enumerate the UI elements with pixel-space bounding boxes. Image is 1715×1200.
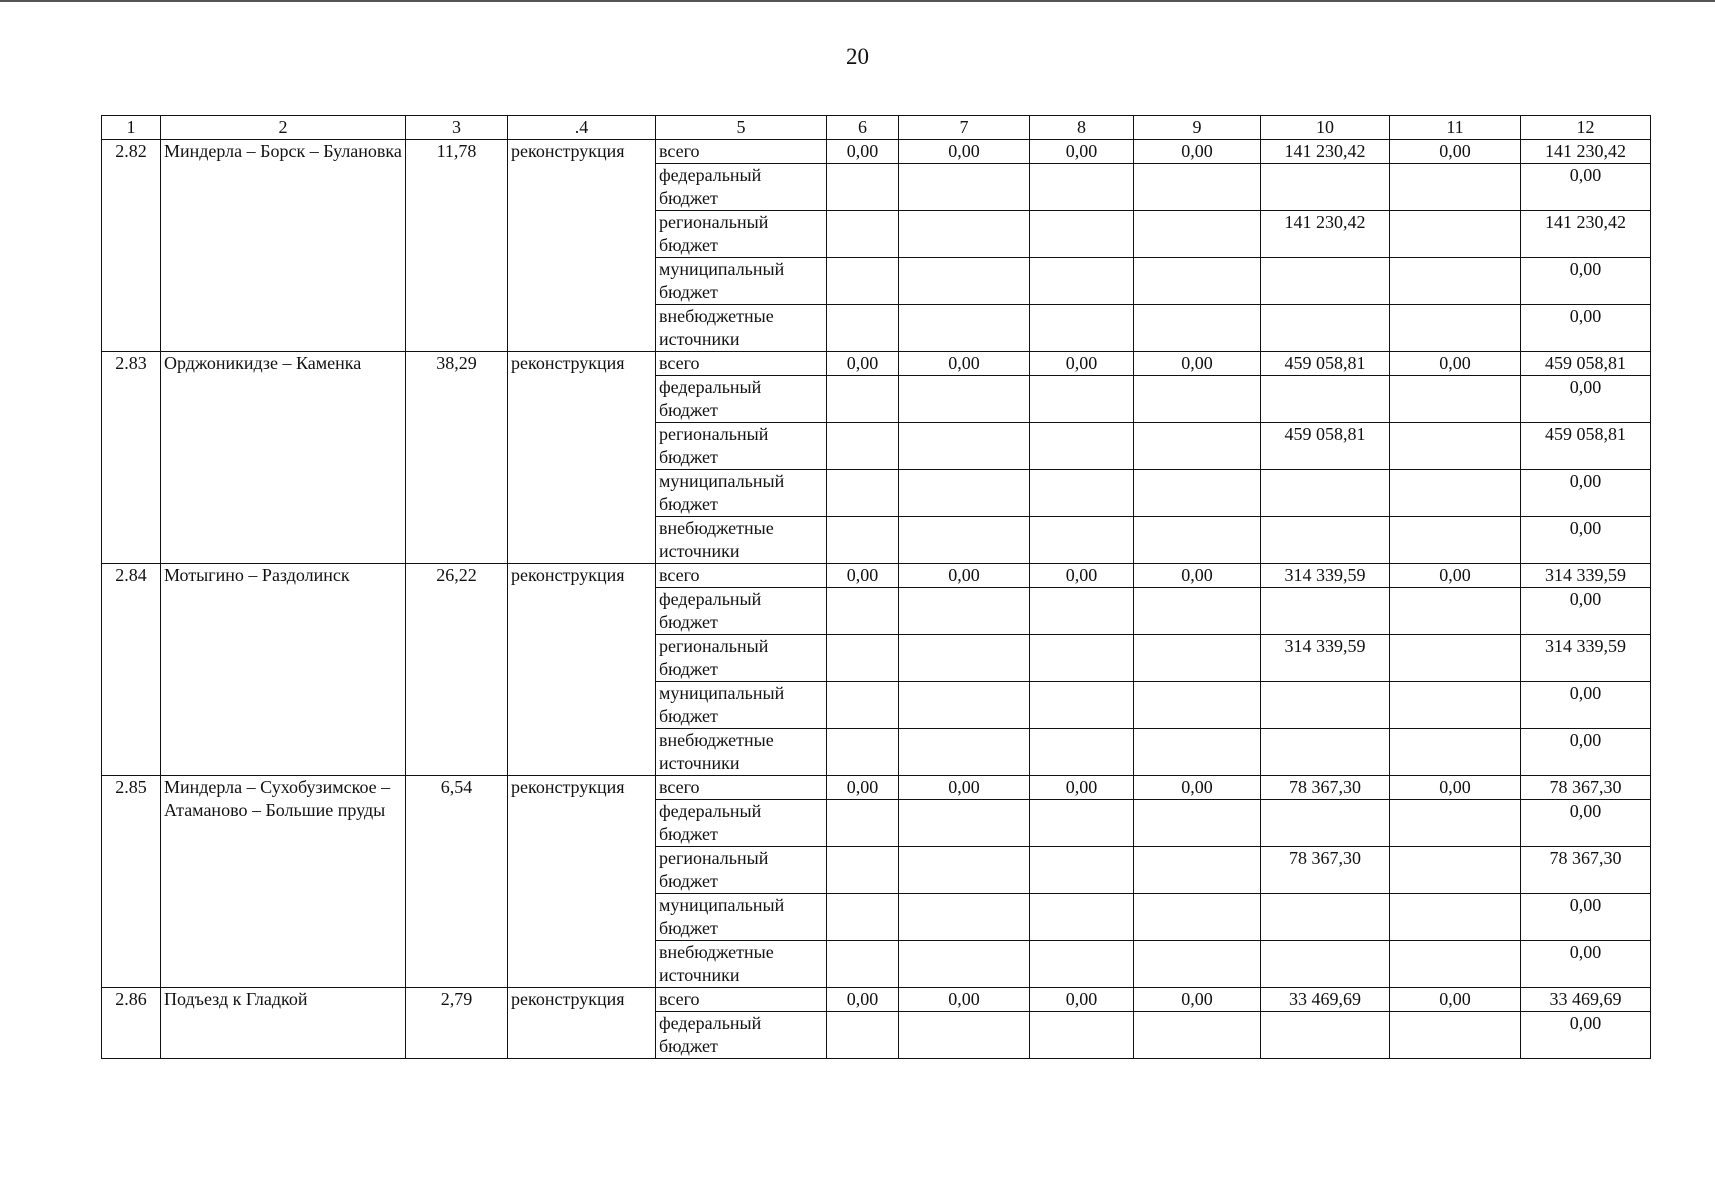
road-name: Миндерла – Борск – Булановка: [161, 140, 406, 352]
amount-c11: [1390, 164, 1521, 211]
funding-source: федеральный бюджет: [656, 376, 827, 423]
amount-c12: 0,00: [1521, 800, 1651, 847]
amount-c11: [1390, 376, 1521, 423]
funding-source: всего: [656, 564, 827, 588]
amount-c7: [899, 682, 1030, 729]
amount-c12: 459 058,81: [1521, 352, 1651, 376]
table-row: [102, 776, 1651, 800]
amount-c12: 0,00: [1521, 894, 1651, 941]
amount-c11: 0,00: [1390, 988, 1521, 1012]
amount-c9: [1134, 588, 1261, 635]
amount-c8: [1030, 682, 1134, 729]
funding-source: внебюджетные источники: [656, 305, 827, 352]
item-number: 2.86: [102, 988, 161, 1059]
amount-c10: 314 339,59: [1261, 635, 1390, 682]
amount-c12: 141 230,42: [1521, 211, 1651, 258]
amount-c8: [1030, 588, 1134, 635]
amount-c7: [899, 258, 1030, 305]
amount-c7: [899, 729, 1030, 776]
amount-c6: 0,00: [827, 988, 899, 1012]
amount-c9: [1134, 376, 1261, 423]
amount-c12: 78 367,30: [1521, 847, 1651, 894]
amount-c9: [1134, 517, 1261, 564]
header-col-7: 7: [899, 116, 1030, 140]
amount-c10: 459 058,81: [1261, 352, 1390, 376]
amount-c12: 0,00: [1521, 258, 1651, 305]
header-col-2: 2: [161, 116, 406, 140]
amount-c9: [1134, 423, 1261, 470]
amount-c12: 33 469,69: [1521, 988, 1651, 1012]
amount-c11: [1390, 211, 1521, 258]
funding-source: региональный бюджет: [656, 847, 827, 894]
amount-c6: [827, 894, 899, 941]
amount-c11: [1390, 847, 1521, 894]
amount-c9: 0,00: [1134, 564, 1261, 588]
amount-c10: [1261, 258, 1390, 305]
amount-c8: 0,00: [1030, 988, 1134, 1012]
amount-c9: [1134, 470, 1261, 517]
amount-c9: [1134, 800, 1261, 847]
amount-c8: [1030, 517, 1134, 564]
funding-source: региональный бюджет: [656, 423, 827, 470]
amount-c9: [1134, 164, 1261, 211]
amount-c7: [899, 800, 1030, 847]
scan-top-edge: [0, 0, 1715, 2]
amount-c6: [827, 258, 899, 305]
header-col-6: 6: [827, 116, 899, 140]
amount-c10: [1261, 517, 1390, 564]
amount-c12: 78 367,30: [1521, 776, 1651, 800]
amount-c9: [1134, 305, 1261, 352]
amount-c7: 0,00: [899, 988, 1030, 1012]
funding-source: региональный бюджет: [656, 635, 827, 682]
amount-c9: [1134, 729, 1261, 776]
amount-c10: [1261, 470, 1390, 517]
funding-source: внебюджетные источники: [656, 729, 827, 776]
amount-c8: [1030, 423, 1134, 470]
amount-c12: 0,00: [1521, 470, 1651, 517]
amount-c7: [899, 517, 1030, 564]
amount-c7: [899, 1012, 1030, 1059]
amount-c11: [1390, 423, 1521, 470]
amount-c6: [827, 941, 899, 988]
road-length: 11,78: [406, 140, 508, 352]
amount-c11: 0,00: [1390, 564, 1521, 588]
amount-c10: [1261, 729, 1390, 776]
amount-c6: [827, 376, 899, 423]
amount-c9: [1134, 258, 1261, 305]
amount-c9: [1134, 1012, 1261, 1059]
amount-c8: [1030, 1012, 1134, 1059]
amount-c10: [1261, 894, 1390, 941]
amount-c9: 0,00: [1134, 776, 1261, 800]
table-row: [102, 140, 1651, 164]
amount-c6: 0,00: [827, 776, 899, 800]
amount-c12: 0,00: [1521, 376, 1651, 423]
amount-c11: [1390, 800, 1521, 847]
amount-c12: 0,00: [1521, 729, 1651, 776]
header-col-5: 5: [656, 116, 827, 140]
road-name: Миндерла – Сухобузимское – Атаманово – Большие пруды: [161, 776, 406, 988]
amount-c6: [827, 847, 899, 894]
amount-c11: [1390, 588, 1521, 635]
amount-c8: [1030, 847, 1134, 894]
work-type: реконструкция: [508, 988, 656, 1059]
amount-c12: 0,00: [1521, 305, 1651, 352]
funding-source: всего: [656, 352, 827, 376]
amount-c6: [827, 635, 899, 682]
amount-c12: 0,00: [1521, 682, 1651, 729]
amount-c8: [1030, 729, 1134, 776]
header-col-8: 8: [1030, 116, 1134, 140]
amount-c7: 0,00: [899, 352, 1030, 376]
funding-source: федеральный бюджет: [656, 800, 827, 847]
amount-c8: [1030, 635, 1134, 682]
amount-c6: [827, 800, 899, 847]
amount-c6: [827, 470, 899, 517]
work-type: реконструкция: [508, 564, 656, 776]
amount-c9: [1134, 894, 1261, 941]
amount-c9: 0,00: [1134, 140, 1261, 164]
header-col-12: 12: [1521, 116, 1651, 140]
amount-c12: 314 339,59: [1521, 564, 1651, 588]
funding-source: внебюджетные источники: [656, 517, 827, 564]
amount-c8: [1030, 376, 1134, 423]
funding-source: внебюджетные источники: [656, 941, 827, 988]
amount-c11: [1390, 635, 1521, 682]
amount-c7: 0,00: [899, 564, 1030, 588]
amount-c11: 0,00: [1390, 352, 1521, 376]
road-name: Орджоникидзе – Каменка: [161, 352, 406, 564]
amount-c11: [1390, 729, 1521, 776]
work-type: реконструкция: [508, 352, 656, 564]
amount-c10: [1261, 1012, 1390, 1059]
funding-source: всего: [656, 988, 827, 1012]
amount-c8: [1030, 211, 1134, 258]
funding-source: федеральный бюджет: [656, 588, 827, 635]
amount-c8: [1030, 470, 1134, 517]
amount-c9: [1134, 682, 1261, 729]
amount-c6: 0,00: [827, 352, 899, 376]
amount-c8: 0,00: [1030, 140, 1134, 164]
funding-source: федеральный бюджет: [656, 1012, 827, 1059]
amount-c10: 141 230,42: [1261, 211, 1390, 258]
amount-c8: [1030, 894, 1134, 941]
amount-c7: [899, 305, 1030, 352]
funding-source: региональный бюджет: [656, 211, 827, 258]
amount-c7: [899, 470, 1030, 517]
amount-c7: [899, 423, 1030, 470]
item-number: 2.84: [102, 564, 161, 776]
funding-source: муниципальный бюджет: [656, 682, 827, 729]
amount-c10: 314 339,59: [1261, 564, 1390, 588]
amount-c8: [1030, 305, 1134, 352]
amount-c12: 459 058,81: [1521, 423, 1651, 470]
amount-c6: [827, 211, 899, 258]
amount-c11: 0,00: [1390, 140, 1521, 164]
work-type: реконструкция: [508, 776, 656, 988]
amount-c8: [1030, 941, 1134, 988]
amount-c9: 0,00: [1134, 352, 1261, 376]
header-col-4: .4: [508, 116, 656, 140]
amount-c7: [899, 164, 1030, 211]
amount-c8: 0,00: [1030, 352, 1134, 376]
amount-c8: [1030, 258, 1134, 305]
amount-c6: 0,00: [827, 564, 899, 588]
header-col-3: 3: [406, 116, 508, 140]
funding-source: федеральный бюджет: [656, 164, 827, 211]
amount-c11: [1390, 517, 1521, 564]
amount-c9: [1134, 211, 1261, 258]
amount-c6: [827, 588, 899, 635]
amount-c11: [1390, 305, 1521, 352]
amount-c12: 0,00: [1521, 588, 1651, 635]
amount-c10: 459 058,81: [1261, 423, 1390, 470]
item-number: 2.82: [102, 140, 161, 352]
amount-c7: 0,00: [899, 140, 1030, 164]
amount-c6: 0,00: [827, 140, 899, 164]
amount-c9: [1134, 635, 1261, 682]
amount-c8: [1030, 800, 1134, 847]
page-number: 20: [846, 44, 869, 69]
road-name: Мотыгино – Раздолинск: [161, 564, 406, 776]
amount-c12: 0,00: [1521, 164, 1651, 211]
road-length: 26,22: [406, 564, 508, 776]
amount-c8: 0,00: [1030, 776, 1134, 800]
amount-c11: [1390, 258, 1521, 305]
amount-c12: 0,00: [1521, 941, 1651, 988]
amount-c11: [1390, 682, 1521, 729]
amount-c6: [827, 517, 899, 564]
amount-c10: 141 230,42: [1261, 140, 1390, 164]
header-col-10: 10: [1261, 116, 1390, 140]
amount-c11: [1390, 941, 1521, 988]
header-col-1: 1: [102, 116, 161, 140]
table-row: [102, 352, 1651, 376]
work-type: реконструкция: [508, 140, 656, 352]
amount-c10: [1261, 682, 1390, 729]
amount-c11: [1390, 1012, 1521, 1059]
amount-c10: 33 469,69: [1261, 988, 1390, 1012]
amount-c7: [899, 894, 1030, 941]
amount-c8: 0,00: [1030, 564, 1134, 588]
amount-c7: [899, 376, 1030, 423]
amount-c12: 0,00: [1521, 1012, 1651, 1059]
road-length: 38,29: [406, 352, 508, 564]
funding-source: муниципальный бюджет: [656, 470, 827, 517]
amount-c11: [1390, 894, 1521, 941]
amount-c6: [827, 729, 899, 776]
amount-c11: 0,00: [1390, 776, 1521, 800]
amount-c7: [899, 635, 1030, 682]
amount-c11: [1390, 470, 1521, 517]
road-length: 6,54: [406, 776, 508, 988]
amount-c6: [827, 305, 899, 352]
financing-table: [101, 115, 1651, 1059]
amount-c10: [1261, 941, 1390, 988]
funding-source: всего: [656, 140, 827, 164]
funding-source: всего: [656, 776, 827, 800]
road-length: 2,79: [406, 988, 508, 1059]
item-number: 2.83: [102, 352, 161, 564]
item-number: 2.85: [102, 776, 161, 988]
amount-c9: 0,00: [1134, 988, 1261, 1012]
amount-c10: [1261, 164, 1390, 211]
header-col-11: 11: [1390, 116, 1521, 140]
amount-c9: [1134, 847, 1261, 894]
amount-c7: [899, 211, 1030, 258]
amount-c10: 78 367,30: [1261, 776, 1390, 800]
amount-c9: [1134, 941, 1261, 988]
amount-c6: [827, 682, 899, 729]
amount-c12: 314 339,59: [1521, 635, 1651, 682]
column-number-header: [102, 116, 1651, 140]
amount-c10: [1261, 800, 1390, 847]
amount-c10: [1261, 305, 1390, 352]
amount-c12: 141 230,42: [1521, 140, 1651, 164]
amount-c6: [827, 164, 899, 211]
funding-source: муниципальный бюджет: [656, 258, 827, 305]
table-row: [102, 564, 1651, 588]
table-row: [102, 988, 1651, 1012]
funding-source: муниципальный бюджет: [656, 894, 827, 941]
amount-c12: 0,00: [1521, 517, 1651, 564]
amount-c7: [899, 588, 1030, 635]
amount-c10: 78 367,30: [1261, 847, 1390, 894]
amount-c7: [899, 941, 1030, 988]
amount-c10: [1261, 588, 1390, 635]
amount-c7: 0,00: [899, 776, 1030, 800]
amount-c6: [827, 1012, 899, 1059]
amount-c6: [827, 423, 899, 470]
amount-c7: [899, 847, 1030, 894]
header-col-9: 9: [1134, 116, 1261, 140]
amount-c10: [1261, 376, 1390, 423]
amount-c8: [1030, 164, 1134, 211]
road-name: Подъезд к Гладкой: [161, 988, 406, 1059]
